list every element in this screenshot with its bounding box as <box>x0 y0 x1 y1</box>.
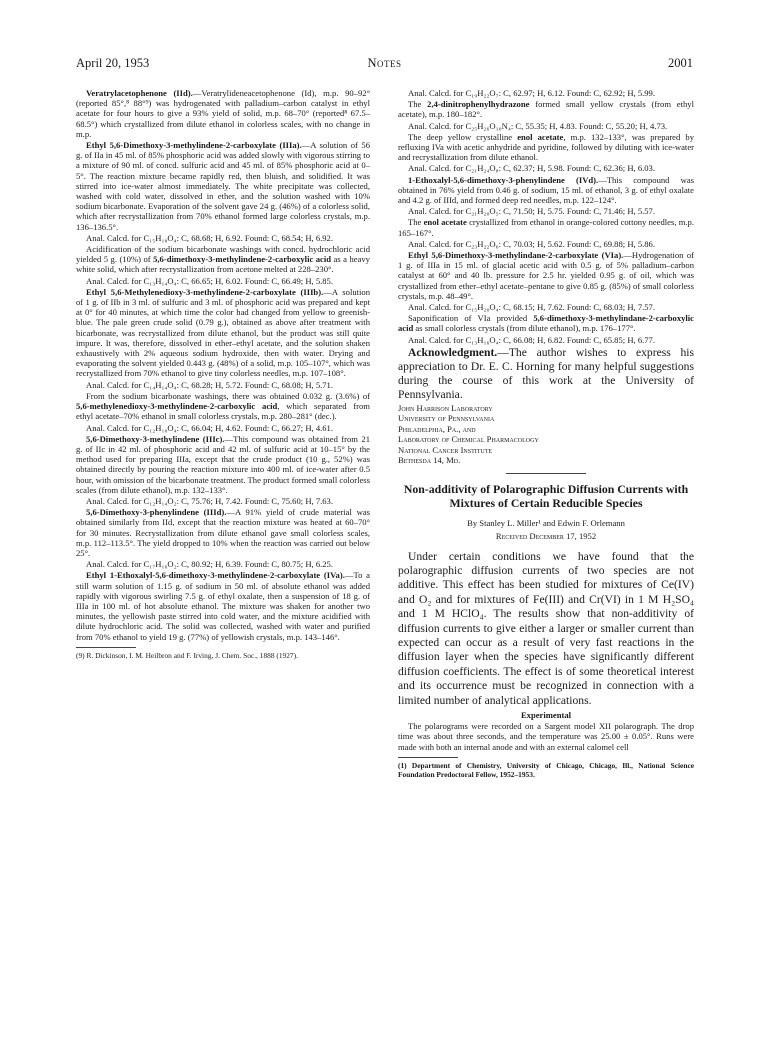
right_column-paragraph <box>398 132 694 163</box>
right_column-paragraph <box>398 302 694 312</box>
header-section: Notes <box>367 56 402 70</box>
address-line: University of Pennsylvania <box>398 413 495 424</box>
article-intro: Under certain conditions we have found that the polarographic diffusion currents of two species are not additive. This effect has been studied for mixtures of Ce(IV) and O₂ and for mixtures of Fe(III) and Cr(VI) in 1 M H₂SO₄ and 1 M HClO₄. The results show that non-additivity of diffusion currents to give either a larger or smaller current than expected can occur as a result of very fast reactions in the diffusion layer when the species have significantly different diffusion coefficients. The effect is of some theoretical interest and its occurrence must be recognized in connection with a limited number of analytical applications. <box>398 549 694 707</box>
left_column-paragraph <box>76 496 370 506</box>
left_column-paragraph <box>76 570 370 641</box>
paragraph-text: The <box>408 99 428 110</box>
address-line: Laboratory of Chemical Pharmacology <box>398 434 539 445</box>
left_column-paragraph <box>76 287 370 379</box>
left_column-paragraph <box>76 507 370 558</box>
paragraph-text: Anal. Calcd. for C₁₃H₁₄O₄: C, 66.65; H, 6.02. Found: C, 66.49; H, 5.85. <box>86 275 334 286</box>
address-line: Philadelphia, Pa., and <box>398 423 476 434</box>
paragraph-text: —To a still warm solution of 1.15 g. of sodium in 50 ml. of absolute ethanol was added rapidly with vigorous swirling 7.5 g. of ethyl oxalate, then a suspension of 18 g. of IIIa in 100 ml. of hot absolute ethanol. The mixture was shaken for another two minutes, the yellowish paste stirred into cold water, and the mixture acidified with dilute hydrochloric acid. The solid was collected, washed with water and purified from 70% ethanol to yield 19 g. (77%) of yellowish crystals, m.p. 143–146°. <box>76 570 370 642</box>
footnote-9: (9) R. Dickinson, I. M. Heilbron and F. Irving, J. Chem. Soc., 1888 (1927). <box>76 650 298 660</box>
compound-heading: 1-Ethoxalyl-5,6-dimethoxy-3-phenylindene (IVd). <box>408 174 599 185</box>
paragraph-text: Anal. Calcd. for C₁₄H₁₄O₄: C, 68.28; H, 5.72. Found: C, 68.08; H, 5.71. <box>86 379 334 390</box>
address-line: John Harrison Laboratory <box>398 402 493 413</box>
acknowledgment <box>398 346 694 402</box>
acknowledgment-heading: Acknowledgment. <box>408 345 498 359</box>
address-line: Bethesda 14, Md. <box>398 454 461 465</box>
compound-heading: 5,6-Dimethoxy-3-phenylindene (IIId). <box>86 507 227 518</box>
left_column-paragraph <box>76 244 370 275</box>
footnote-rule <box>76 647 136 648</box>
paragraph-text: Saponification of VIa provided <box>408 313 534 324</box>
article-separator <box>506 473 586 474</box>
compound-name: 5,6-dimethoxy-3-methylindene-2-carboxylic acid <box>153 254 332 265</box>
paragraph-text: Anal. Calcd. for C₁₅H₁₈O₄: C, 68.68; H, 6.92. Found: C, 68.54; H, 6.92. <box>86 232 334 243</box>
compound-name: enol acetate <box>517 131 564 142</box>
author-address <box>398 403 694 465</box>
left_column-paragraph <box>76 276 370 286</box>
right_column-paragraph <box>398 206 694 216</box>
paragraph-text: —A solution of 56 g. of IIa in 45 ml. of 85% phosphoric acid was added slowly with vigorous stirring to a mixture of 90 ml. of concd. sulfuric acid and 45 ml. of 85% phosphoric acid at 0–5°. The reaction mixture became rapidly red, then bluish, and solidified. It was stirred into ice-water almost immediately. The white precipitate was collected, washed with cold water, dissolved in ether, and the solution washed with 10% sodium bicarbonate. Evaporation of the solvent gave 24 g. (46%) of a colorless solid, which after recrystallization from 70% ethanol formed large colorless crystals, m.p. 136–136.5°. <box>76 140 370 232</box>
right-column-paragraphs <box>398 88 694 345</box>
paragraph-text: Anal. Calcd. for C₁₃H₁₆O₄: C, 66.08; H, 6.82. Found: C, 65.85; H, 6.77. <box>408 334 656 345</box>
left_column-paragraph <box>76 391 370 422</box>
paragraph-text: The <box>408 217 424 228</box>
paragraph-text: Anal. Calcd. for C₁₉H₂₂O₇: C, 62.97; H, 6.12. Found: C, 62.92; H, 5.99. <box>408 88 656 98</box>
right_column-paragraph <box>398 335 694 345</box>
compound-heading: Ethyl 5,6-Dimethoxy-3-methylindene-2-carboxylate (IIIa). <box>86 140 302 151</box>
paragraph-text: —A solution of 1 g. of IIb in 3 ml. of sulfuric and 3 ml. of phosphoric acid was prepared and kept at 0° for 40 minutes, at which time the color had changed from yellow to greenish-blue. The pale green crude solid (0.79 g.), obtained as above after treatment with bicarbonate, was recrystallized from dilute ethanol, but the product was still quite impure. It was, therefore, dissolved in ether–ethyl acetate, and the solution shaken exhaustively with 2% aqueous sodium hydroxide, then with water. Drying and evaporating the solvent yielded 0.443 g. (48%) of a solid, m.p. 105–107°, which was recrystallized from 70% ethanol to give tiny colorless needles, m.p. 107–108°. <box>76 286 370 379</box>
paragraph-text: From the sodium bicarbonate washings, there was obtained 0.032 g. (3.6%) of <box>86 390 370 401</box>
compound-heading: Ethyl 5,6-Dimethoxy-3-methylindane-2-carboxylate (VIa). <box>408 250 624 261</box>
paragraph-text: Anal. Calcd. for C₂₁H₂₀O₅: C, 71.50; H, 5.75. Found: C, 71.46; H, 5.57. <box>408 206 656 217</box>
article-byline: By Stanley L. Miller¹ and Edwin F. Orlemann <box>467 518 625 529</box>
paragraph-text: Anal. Calcd. for C₂₃H₂₂O₆: C, 70.03; H, 5.62. Found: C, 69.88; H, 5.86. <box>408 238 656 249</box>
left_column-paragraph <box>76 140 370 232</box>
right_column-paragraph <box>398 175 694 206</box>
left_column-paragraph <box>76 88 370 139</box>
paragraph-text: —This compound was obtained in 76% yield from 0.46 g. of sodium, 15 ml. of ethanol, 3 g. of ethyl oxalate and 4.2 g. of IIId, and formed deep red needles, m.p. 122–124°. <box>398 174 694 206</box>
left_column-paragraph <box>76 233 370 243</box>
left_column-paragraph <box>76 380 370 390</box>
compound-name: 2,4-dinitrophenylhydrazone <box>427 99 530 110</box>
paragraph-text: Anal. Calcd. for C₁₂H₁₀O₄: C, 66.04; H, 4.62. Found: C, 66.27; H, 4.61. <box>86 422 334 433</box>
paragraph-text: , which separated from ethyl acetate–70% ethanol in small colorless crystals, m.p. 280–281° (dec.). <box>76 401 370 422</box>
compound-heading: 5,6-Dimethoxy-3-methylindene (IIIc). <box>86 433 225 444</box>
section-heading-experimental: Experimental <box>520 709 572 720</box>
paragraph-text: Anal. Calcd. for C₂₅H₂₆O₁₀N₄: C, 55.35; H, 4.83. Found: C, 55.20; H, 4.73. <box>408 120 668 131</box>
compound-heading: Ethyl 5,6-Methylenedioxy-3-methylindene-2-carboxylate (IIIb). <box>86 286 324 297</box>
right_column-paragraph <box>398 313 694 333</box>
right_column-paragraph <box>398 121 694 131</box>
left-column <box>76 88 370 660</box>
paragraph-text: as small colorless crystals (from dilute ethanol), m.p. 176–177°. <box>413 323 636 334</box>
paragraph-text: Anal. Calcd. for C₁₂H₁₄O₂: C, 75.76; H, 7.42. Found: C, 75.60; H, 7.63. <box>86 495 334 506</box>
running-header <box>76 56 693 72</box>
paragraph-text: —This compound was obtained from 21 g. of IIc in 42 ml. of phosphoric acid and 42 ml. of sulfuric acid at 10–15° by the method used for preparing IIIa, except that the crude product (10 g., 52%) was obtained directly by pouring the reaction mixture into 400 ml. of ice-water after 0.5 hour, with omission of the bicarbonate treatment. The product formed small colorless scales (from dilute ethanol), m.p. 132–133°. <box>76 433 370 495</box>
left_column-paragraph <box>76 423 370 433</box>
compound-name: 5,6-dimethoxy-3-methylindane-2-carboxylic acid <box>398 313 694 334</box>
header-date: April 20, 1953 <box>76 56 150 70</box>
right_column-paragraph <box>398 250 694 301</box>
paragraph-text: crystallized from ethanol in orange-colored cottony needles, m.p. 165–167°. <box>398 217 695 238</box>
paragraph-text: Anal. Calcd. for C₂₁H₂₄O₈: C, 62.37; H, 5.98. Found: C, 62.36; H, 6.03. <box>408 163 656 174</box>
experimental-paragraph: The polarograms were recorded on a Sargent model XII polarograph. The drop time was about three seconds, and the temperature was 25.00 ± 0.05°. Runs were made with both an internal anode and with an external calomel cell <box>398 721 694 752</box>
received-date: Received December 17, 1952 <box>495 531 597 542</box>
paragraph-text: —Veratrylideneacetophenone (Id), m.p. 90–92° (reported 85°,⁸ 88°⁹) was hydrogenated with palladium–carbon catalyst in ethyl acetate for four hours to give a 93% yield of solid, m.p. 68–70° (reported⁸ 67.5–68.5°) which crystallized from dilute ethanol in colorless scales, with no change in m.p. <box>76 88 370 139</box>
right_column-paragraph <box>398 163 694 173</box>
right_column-paragraph <box>398 239 694 249</box>
paragraph-text: The deep yellow crystalline <box>408 131 518 142</box>
paragraph-text: as a heavy white solid, which after recrystallization from acetone melted at 228–230°. <box>76 254 370 275</box>
header-page-number: 2001 <box>668 56 693 70</box>
compound-name: 5,6-methylenedioxy-3-methylindene-2-carboxylic acid <box>76 401 278 412</box>
footnote-1: (1) Department of Chemistry, University of Chicago, Chicago, Ill., National Science Foundation Predoctoral Fellow, 1952–1953. <box>398 760 694 779</box>
article-title: Non-additivity of Polarographic Diffusion Currents with Mixtures of Certain Reducible Species <box>403 482 689 511</box>
compound-heading: Ethyl 1-Ethoxalyl-5,6-dimethoxy-3-methylindene-2-carboxylate (IVa). <box>86 570 345 581</box>
acknowledgment-text: —The author wishes to express his appreciation to Dr. E. C. Horning for many helpful suggestions during the course of this work at the University of Pennsylvania. <box>398 345 694 401</box>
address-line: National Cancer Institute <box>398 444 493 455</box>
right_column-paragraph <box>398 99 694 119</box>
left_column-paragraph <box>76 559 370 569</box>
right_column-paragraph <box>398 88 694 98</box>
paragraph-text: formed small yellow crystals (from ethyl acetate), m.p. 180–182°. <box>398 99 694 120</box>
right-column <box>398 88 694 779</box>
footnote-rule <box>398 757 458 758</box>
paragraph-text: Anal. Calcd. for C₁₅H₂₀O₄: C, 68.15; H, 7.62. Found: C, 68.03; H, 7.57. <box>408 302 656 313</box>
paragraph-text: Anal. Calcd. for C₁₇H₁₆O₂: C, 80.92; H, 6.39. Found: C, 80.75; H, 6.25. <box>86 559 334 570</box>
paragraph-text: , m.p. 132–133°, was prepared by refluxing IVa with acetic anhydride and pyridine, followed by diluting with ice-water and recrystallization from dilute ethanol. <box>398 131 694 163</box>
right_column-paragraph <box>398 217 694 237</box>
paragraph-text: Acidification of the sodium bicarbonate washings with concd. hydrochloric acid yielded 5 g. (10%) of <box>76 244 370 265</box>
compound-name: enol acetate <box>423 217 467 228</box>
compound-heading: Veratrylacetophenone (IId). <box>86 88 193 98</box>
paragraph-text: —Hydrogenation of 1 g. of IIIa in 15 ml. of glacial acetic acid with 0.5 g. of 5% palladium–carbon catalyst at 60° and 40 lb. pressure for 2.5 hr. yielded 0.95 g. of oil, which was crystallized from ether–ethyl acetate–pentane to give 0.85 g. (85%) of small colorless crystals, m.p. 48–49°. <box>398 250 694 301</box>
left_column-paragraph <box>76 434 370 495</box>
paragraph-text: —A 91% yield of crude material was obtained similarly from IId, except that the reaction mixture was heated at 60–70° for 30 minutes. Recrystallization from dilute ethanol gave small colorless scales, m.p. 112–113.5°. The yield dropped to 10% when the reaction was carried out below 25°. <box>76 507 370 558</box>
